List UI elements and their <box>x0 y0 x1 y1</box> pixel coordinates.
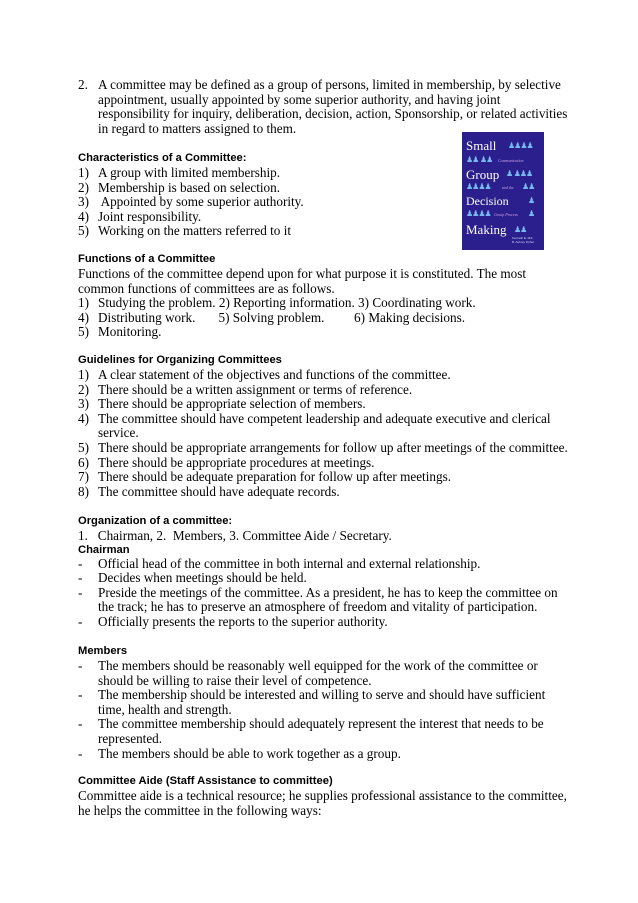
list-item: - Officially presents the reports to the superior authority. <box>78 613 388 629</box>
cover-subtitle: and the <box>502 185 514 190</box>
list-item: 7) There should be adequate preparation for follow up after meetings. <box>78 469 451 485</box>
cover-authors: Kenneth E. Mitt B. Aubrey Fisher <box>512 236 535 244</box>
list-item: 6) There should be appropriate procedures at meetings. <box>78 454 375 470</box>
aide-line: Committee aide is a technical resource; he supplies professional assistance to the committee, <box>78 788 567 803</box>
list-item: 4) The committee should have competent leadership and adequate executive and clerical service. <box>78 410 551 441</box>
list-item: - Decides when meetings should be held. <box>78 570 307 586</box>
list-item: 4) Joint responsibility. <box>78 208 202 224</box>
list-item: - Preside the meetings of the committee. As a president, he has to keep the committee on the track; he has to preserve an atmosphere of freedom and vitality of participation. <box>78 584 558 615</box>
list-item: - The committee membership should adequately represent the interest that needs to be represented. <box>78 716 544 746</box>
organization-line: 1. Chairman, 2. Members, 3. Committee Aide / Secretary. <box>78 528 392 543</box>
list-item: - The members should be able to work together as a group. <box>78 745 401 761</box>
cover-title-word: Small <box>466 138 497 153</box>
intro-line: in regard to matters assigned to them. <box>98 120 297 136</box>
list-item: 5) Monitoring. <box>78 324 162 340</box>
list-item: - The members should be reasonably well equipped for the work of the committee or should be willing to raise their level of competence. <box>78 658 538 688</box>
person-figures-icon: ♟♟♟♟ <box>466 209 491 218</box>
intro-paragraph <box>78 78 568 136</box>
list-item: 4) Distributing work. 5) Solving problem. 6) Making decisions. <box>78 309 466 325</box>
person-figures-icon: ♟ <box>528 196 535 205</box>
person-figures-icon: ♟♟ <box>522 182 535 191</box>
guidelines-section <box>78 354 568 499</box>
functions-line: Functions of the committee depend upon for what purpose it is constituted. The most <box>78 266 527 281</box>
intro-line: appointment, usually appointed by some superior authority, and having joint <box>98 91 501 107</box>
person-figures-icon: ♟ ♟♟♟ <box>506 169 533 178</box>
members-heading: Members <box>78 645 128 657</box>
list-item: - Official head of the committee in both internal and external relationship. <box>78 555 481 571</box>
aide-line: he helps the committee in the following ways: <box>78 802 322 818</box>
list-item: 3) There should be appropriate selection of members. <box>78 396 366 412</box>
cover-title-word: Group <box>466 167 500 182</box>
characteristics-heading: Characteristics of a Committee: <box>78 152 247 164</box>
cover-title-word: Making <box>466 222 507 237</box>
organization-heading: Organization of a committee: <box>78 515 233 527</box>
list-item: 3) Appointed by some superior authority. <box>78 194 304 210</box>
guidelines-heading: Guidelines for Organizing Committees <box>78 354 282 366</box>
list-item: 8) The committee should have adequate records. <box>78 483 340 499</box>
cover-subtitle: Group Process <box>494 212 518 217</box>
person-figures-icon: ♟♟ <box>480 155 493 164</box>
list-item: 1) A clear statement of the objectives and functions of the committee. <box>78 367 451 382</box>
cover-subtitle: Communication <box>498 158 524 163</box>
functions-line: common functions of committees are as follows. <box>78 280 335 296</box>
list-item: - The membership should be interested and willing to serve and should have sufficient time, health and strength. <box>78 687 546 717</box>
aide-heading: Committee Aide (Staff Assistance to committee) <box>78 775 333 787</box>
list-item: 2) There should be a written assignment or terms of reference. <box>78 381 413 397</box>
functions-heading: Functions of a Committee <box>78 253 216 265</box>
members-section <box>78 645 568 761</box>
person-figures-icon: ♟♟ <box>466 155 479 164</box>
list-item: 1) Studying the problem. 2) Reporting information. 3) Coordinating work. <box>78 295 476 311</box>
list-item: 1) A group with limited membership. <box>78 165 281 180</box>
intro-line: A committee may be defined as a group of persons, limited in membership, by selective <box>98 77 561 92</box>
cover-title-word: Decision <box>466 194 509 208</box>
person-figures-icon: ♟♟ <box>514 225 527 234</box>
list-item: 5) There should be appropriate arrangements for follow up after meetings of the committee. <box>78 439 568 455</box>
intro-line: responsibility for inquiry, deliberation, decision, action, Sponsorship, or related activities <box>98 106 568 122</box>
list-item: 2) Membership is based on selection. <box>78 179 281 195</box>
person-figures-icon: ♟♟♟♟ <box>466 182 491 191</box>
organization-section <box>78 515 568 630</box>
chairman-heading: Chairman <box>78 543 130 556</box>
book-cover-image <box>462 132 544 250</box>
intro-number: 2. <box>78 77 88 92</box>
list-item: 5) Working on the matters referred to it <box>78 223 292 239</box>
aide-section <box>78 775 578 818</box>
person-figures-icon: ♟ <box>528 209 535 218</box>
functions-section <box>78 253 568 340</box>
person-figures-icon: ♟♟♟♟ <box>508 141 533 150</box>
